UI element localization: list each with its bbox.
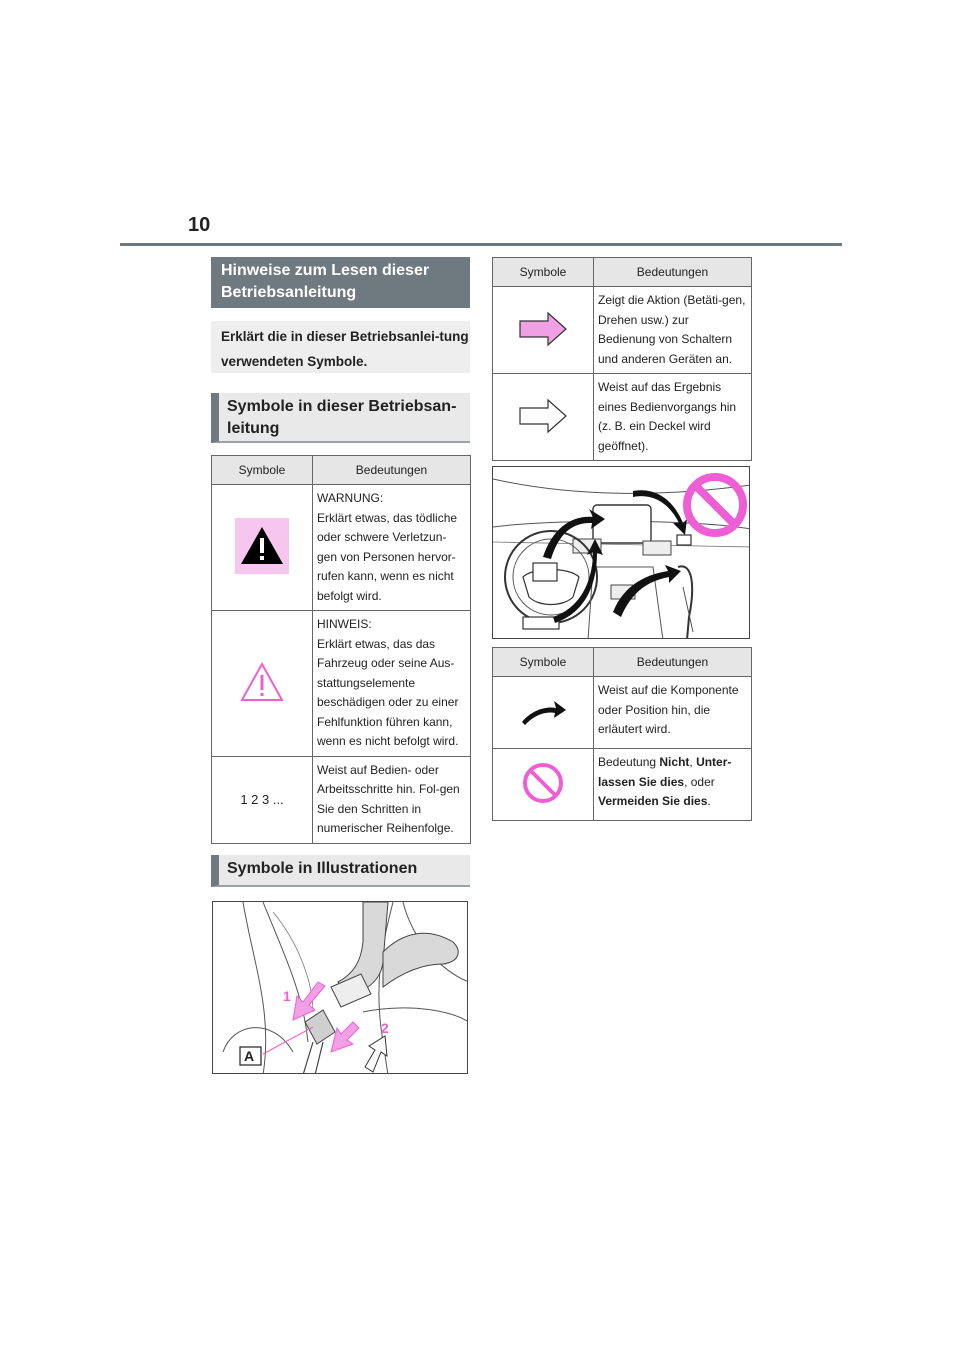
caution-text: Erklärt etwas, das das Fahrzeug oder seine Aus-stattungselemente beschädigen oder zu einer Fehlfunktion führen kann, wenn es nicht befolgt wird. <box>317 636 459 748</box>
column-header-meaning: Bedeutungen <box>594 648 752 677</box>
page-number: 10 <box>188 214 211 236</box>
main-heading: Hinweise zum Lesen dieser Betriebsanleitung <box>211 257 470 308</box>
warning-triangle-filled-icon <box>235 518 289 574</box>
table-header-row <box>212 456 471 485</box>
caution-label: HINWEIS: <box>317 617 372 631</box>
table-row <box>212 611 471 757</box>
column-header-symbol: Symbole <box>212 456 313 485</box>
action-arrow-text: Zeigt die Aktion (Betäti-gen, Drehen usw.) zur Bedienung von Schaltern und anderen Geräten an. <box>598 293 746 366</box>
outline-arrow-icon <box>518 398 568 434</box>
table-row <box>212 756 471 843</box>
column-header-symbol: Symbole <box>493 648 594 677</box>
symbols-table <box>211 455 471 844</box>
prohibition-sign-icon <box>521 761 565 805</box>
column-header-meaning: Bedeutungen <box>594 258 752 287</box>
warning-label: WARNUNG: <box>317 491 384 505</box>
intro-text: Erklärt die in dieser Betriebsanlei-tung verwendeten Symbole. <box>211 321 470 373</box>
step-2-label: 2 <box>381 1020 389 1036</box>
table-header-row <box>493 258 752 287</box>
pointer-arrow-text: Weist auf die Komponente oder Position hin, die erläutert wird. <box>598 683 739 736</box>
warning-text: Erklärt etwas, das tödliche oder schwere Verletzun-gen von Personen hervor-rufen kann, wenn es nicht befolgt wird. <box>317 510 458 603</box>
result-arrow-text: Weist auf das Ergebnis eines Bedienvorgangs hin (z. B. ein Deckel wird geöffnet). <box>598 380 737 453</box>
label-a: A <box>244 1048 255 1064</box>
steps-text: Weist auf Bedien- oder Arbeitsschritte hin. Fol-gen Sie den Schritten in numerischer Reihenfolge. <box>317 762 460 835</box>
table-row <box>493 287 752 374</box>
table-row <box>493 677 752 749</box>
curved-pointer-arrow-icon <box>518 696 568 726</box>
table-header-row <box>493 648 752 677</box>
dashboard-illustration <box>492 466 750 639</box>
step-numbers-symbol: 1 2 3 ... <box>240 792 284 807</box>
header-rule <box>120 243 842 246</box>
section-heading-symbols: Symbole in dieser Betriebsan-leitung <box>211 393 470 443</box>
seatbelt-illustration <box>212 901 468 1074</box>
column-header-meaning: Bedeutungen <box>313 456 471 485</box>
dashboard-drawing <box>493 467 750 639</box>
table-row <box>493 374 752 461</box>
caution-triangle-outline-icon <box>238 660 286 704</box>
table-row <box>493 749 752 821</box>
arrow-symbols-table <box>492 257 752 461</box>
step-1-label: 1 <box>283 988 291 1004</box>
prohibition-text: Bedeutung Nicht, Unter-lassen Sie dies, oder Vermeiden Sie dies. <box>594 749 752 821</box>
column-header-symbol: Symbole <box>493 258 594 287</box>
table-row <box>212 485 471 611</box>
section-heading-illustrations: Symbole in Illustrationen <box>211 855 470 887</box>
pink-filled-arrow-icon <box>518 311 568 347</box>
illustration-symbols-table <box>492 647 752 821</box>
